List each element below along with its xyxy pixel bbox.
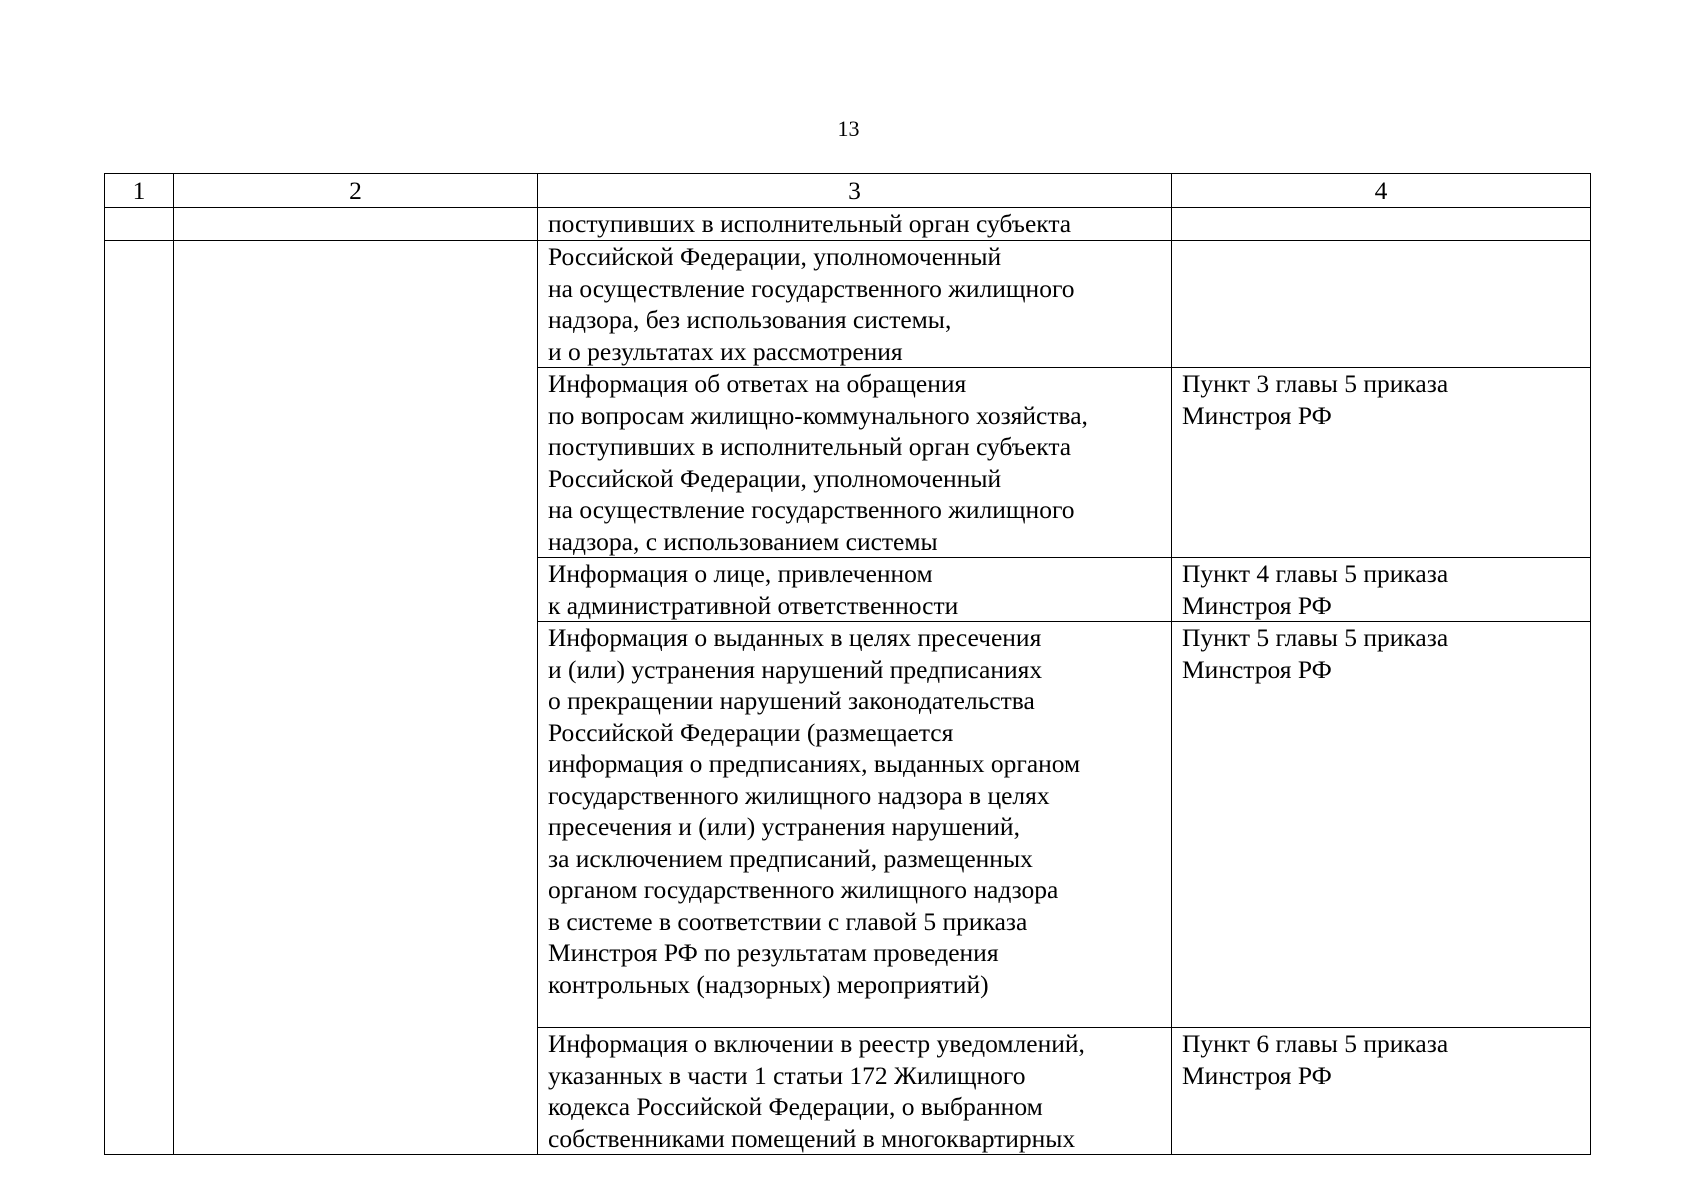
row-1-col-1 xyxy=(105,208,174,241)
row-2-col-1 xyxy=(105,241,174,1155)
page-number: 13 xyxy=(837,116,860,141)
header-col-2: 2 xyxy=(174,174,538,208)
row-5-col-4: Пункт 5 главы 5 приказа Минстроя РФ xyxy=(1172,622,1591,1028)
row-6-col-3: Информация о включении в реестр уведомлений, указанных в части 1 статьи 172 Жилищного кодекса Российской Федерации, о выбранном собственниками помещений в многоквартирных xyxy=(538,1028,1172,1155)
row-1-col-3: поступивших в исполнительный орган субъекта xyxy=(538,208,1172,241)
document-table xyxy=(104,173,1591,1155)
row-3-col-3: Информация об ответах на обращения по вопросам жилищно-коммунального хозяйства, поступивших в исполнительный орган субъекта Российской Федерации, уполномоченный на осуществление государственного жилищного надзора, с использованием системы xyxy=(538,368,1172,558)
row-1-col-4 xyxy=(1172,208,1591,241)
row-5-col-3: Информация о выданных в целях пресечения и (или) устранения нарушений предписаниях о прекращении нарушений законодательства Российской Федерации (размещается информация о предписаниях, выданных органом государственного жилищного надзора в целях пресечения и (или) устранения нарушений, за исключением предписаний, размещенных органом государственного жилищного надзора в системе в соответствии с главой 5 приказа Минстроя РФ по результатам проведения контрольных (надзорных) мероприятий) xyxy=(538,622,1172,1028)
row-2-col-2 xyxy=(174,241,538,1155)
table-row xyxy=(105,241,1591,368)
header-col-3: 3 xyxy=(538,174,1172,208)
row-4-col-4: Пункт 4 главы 5 приказа Минстроя РФ xyxy=(1172,558,1591,622)
header-col-1: 1 xyxy=(105,174,174,208)
row-6-col-4: Пункт 6 главы 5 приказа Минстроя РФ xyxy=(1172,1028,1591,1155)
header-col-4: 4 xyxy=(1172,174,1591,208)
row-2-col-3: Российской Федерации, уполномоченный на осуществление государственного жилищного надзора, без использования системы, и о результатах их рассмотрения xyxy=(538,241,1172,368)
row-3-col-4: Пункт 3 главы 5 приказа Минстроя РФ xyxy=(1172,368,1591,558)
table-row xyxy=(105,208,1591,241)
row-4-col-3: Информация о лице, привлеченном к административной ответственности xyxy=(538,558,1172,622)
table-header-row xyxy=(105,174,1591,208)
row-1-col-2 xyxy=(174,208,538,241)
row-2-col-4 xyxy=(1172,241,1591,368)
